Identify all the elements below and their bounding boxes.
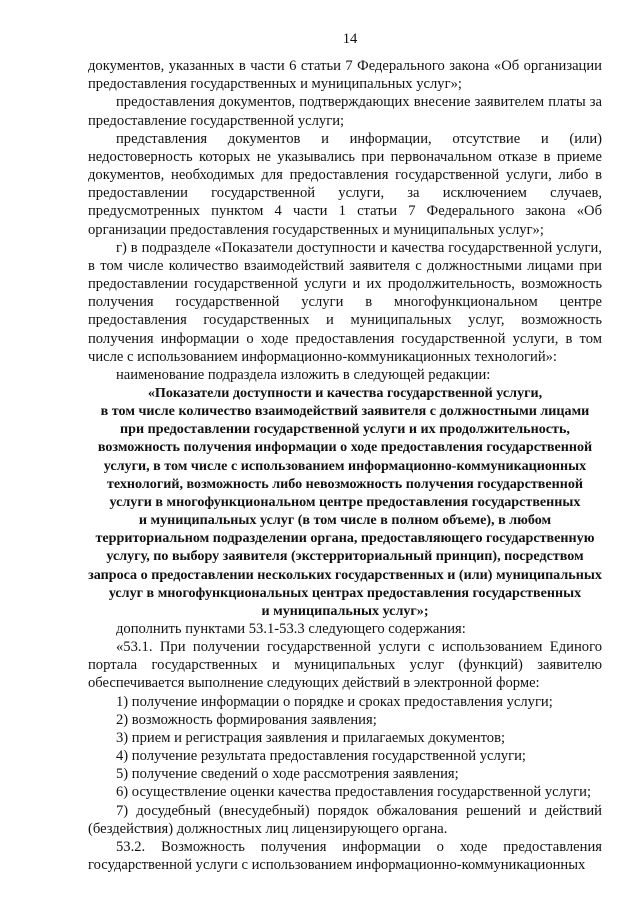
subsection-title-line: территориальном подразделении органа, предоставляющего государственную <box>95 530 595 547</box>
subsection-title-line: и муниципальных услуг»; <box>261 602 429 619</box>
subsection-title-line: услуги, в том числе с использованием информационно-коммуникационных <box>103 457 587 474</box>
list-item: 2) возможность формирования заявления; <box>116 711 377 728</box>
subsection-title-line: услугу, по выбору заявителя (экстерриториальный принцип), посредством <box>106 548 584 565</box>
list-item: 3) прием и регистрация заявления и прилагаемых документов; <box>116 729 506 746</box>
subsection-title-line: и муниципальных услуг (в том числе в полном объеме), в любом <box>138 512 552 529</box>
list-item: 1) получение информации о порядке и сроках предоставления услуги; <box>116 693 553 710</box>
paragraph-subsection-g: г) в подразделе «Показатели доступности и качества государственной услуги, в том числе количество взаимодействий заявителя с должностными лицами при предоставлении государственной услуги и их продолжительность, возможность получения государственной услуги в многофункциональном центре предоставления государственных и муниципальных услуг, возможность получения информации о ходе предоставления государственной услуги, в том числе с использованием информационно-коммуникационных технологий»: <box>88 239 602 365</box>
page-number: 14 <box>342 31 358 47</box>
subsection-title-line: услуги в многофункциональном центре предоставления государственных <box>109 493 581 510</box>
list-item: 4) получение результата предоставления государственной услуги; <box>116 748 526 765</box>
subsection-title-line: «Показатели доступности и качества государственной услуги, <box>147 384 543 401</box>
subsection-title-line: услуг в многофункциональных центрах предоставления государственных <box>108 584 582 601</box>
subsection-title-line: в том числе количество взаимодействий заявителя с должностными лицами <box>100 403 590 420</box>
subsection-title-line: возможность получения информации о ходе предоставления государственной <box>97 439 593 456</box>
list-item: 6) осуществление оценки качества предоставления государственной услуги; <box>116 784 592 801</box>
paragraph-missing-info: представления документов и информации, отсутствие и (или) недостоверность которых не указывались при первоначальном отказе в приеме документов, необходимых для предоставления государственной услуги, либо в предоставлении государственной услуги, за исключением случаев, предусмотренных пунктом 4 части 1 статьи 7 Федерального закона «Об организации предоставления государственных и муниципальных услуг»; <box>88 130 602 238</box>
subsection-title-line: запроса о предоставлении нескольких государственных и (или) муниципальных <box>88 566 602 583</box>
subsection-title <box>88 384 602 620</box>
paragraph-payment-docs: предоставления документов, подтверждающих внесение заявителем платы за предоставление государственной услуги; <box>88 94 602 129</box>
paragraph-rename-instruction: наименование подраздела изложить в следующей редакции: <box>116 366 491 383</box>
subsection-title-line: при предоставлении государственной услуги и их продолжительность, <box>120 421 570 438</box>
list-item: 5) получение сведений о ходе рассмотрения заявления; <box>116 766 459 783</box>
list-item: 7) досудебный (внесудебный) порядок обжалования решений и действий (бездействия) должностных лиц лицензирующего органа. <box>88 802 602 837</box>
electronic-actions-list <box>88 693 602 838</box>
subsection-title-line: технологий, возможность либо невозможность получения государственной <box>106 475 584 492</box>
paragraph-documents-list: документов, указанных в части 6 статьи 7 Федерального закона «Об организации предоставления государственных и муниципальных услуг»; <box>88 58 602 93</box>
paragraph-add-items: дополнить пунктами 53.1-53.3 следующего содержания: <box>116 621 466 637</box>
paragraph-item-53-2: 53.2. Возможность получения информации о ходе предоставления государственной услуги с использованием информационно-коммуникационных <box>88 838 602 874</box>
paragraph-item-53-1: «53.1. При получении государственной услуги с использованием Единого портала государственных и муниципальных услуг (функций) заявителю обеспечивается выполнение следующих действий в электронной форме: <box>88 639 602 692</box>
